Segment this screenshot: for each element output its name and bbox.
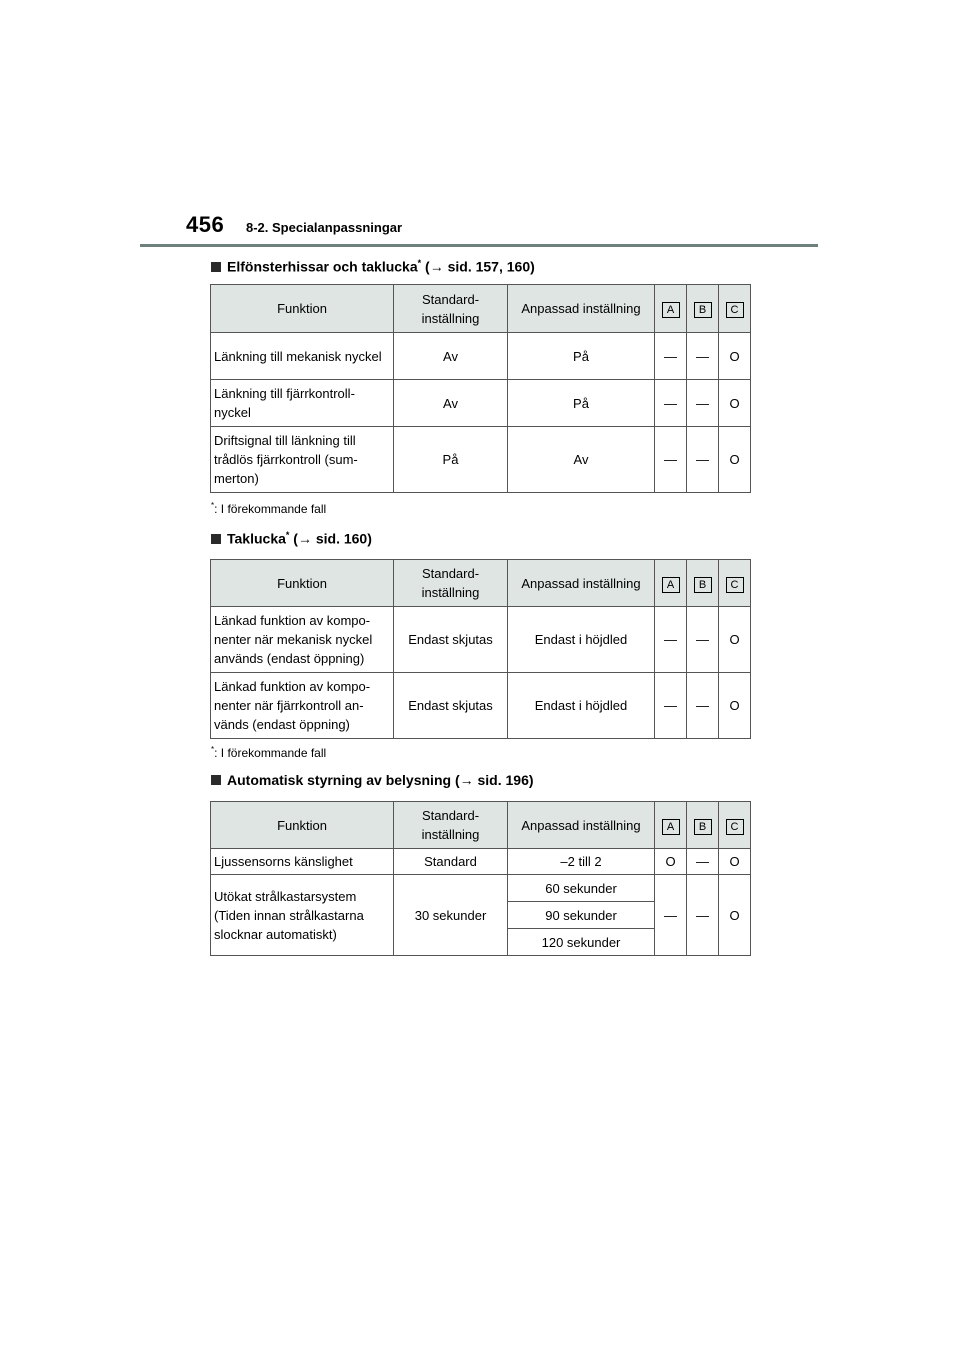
- footnote-asterisk: *: [211, 745, 215, 754]
- section-title: Taklucka: [227, 530, 286, 547]
- cell-c: O: [719, 333, 751, 380]
- header-a: [655, 802, 687, 849]
- cell-a: O: [655, 849, 687, 875]
- cell-c: O: [719, 427, 751, 493]
- cell-custom: Endast i höjdled: [508, 673, 655, 739]
- chapter-title: 8-2. Specialanpassningar: [246, 220, 403, 235]
- section-heading-lighting: [211, 772, 534, 788]
- cell-custom: Av: [508, 427, 655, 493]
- section-title: Elfönsterhissar och taklucka: [227, 258, 418, 275]
- badge-b-icon: B: [694, 819, 712, 835]
- cell-default: På: [394, 427, 508, 493]
- square-bullet-icon: [211, 262, 221, 272]
- header-default: Standard- inställning: [394, 560, 508, 607]
- header-a: [655, 560, 687, 607]
- cell-default: Endast skjutas: [394, 673, 508, 739]
- cell-a: —: [655, 333, 687, 380]
- cell-c: O: [719, 380, 751, 427]
- table-power-windows: [210, 284, 751, 493]
- cell-function: Driftsignal till länkning till trådlös fjärrkontroll (sum-merton): [211, 427, 394, 493]
- square-bullet-icon: [211, 775, 221, 785]
- cell-custom: –2 till 2: [508, 849, 655, 875]
- page-reference: (→ sid. 196): [451, 772, 534, 788]
- section-heading-power-windows: [211, 258, 535, 275]
- header-b: [687, 560, 719, 607]
- header-custom: Anpassad inställning: [508, 802, 655, 849]
- table-row: [211, 607, 751, 673]
- table-row: [211, 673, 751, 739]
- badge-a-icon: A: [662, 577, 680, 593]
- footnote-text: : I förekommande fall: [214, 746, 327, 760]
- header-a: [655, 285, 687, 333]
- table-lighting: [210, 801, 751, 956]
- badge-b-icon: B: [694, 302, 712, 318]
- table-row: [211, 875, 751, 902]
- cell-c: O: [719, 673, 751, 739]
- cell-function: Länkning till mekanisk nyckel: [211, 333, 394, 380]
- asterisk: *: [285, 530, 290, 540]
- cell-b: —: [687, 849, 719, 875]
- header-b: [687, 285, 719, 333]
- footnote-asterisk: *: [211, 501, 215, 510]
- cell-a: —: [655, 427, 687, 493]
- cell-c: O: [719, 607, 751, 673]
- header-rule: [140, 244, 818, 247]
- badge-b-icon: B: [694, 577, 712, 593]
- cell-function: Länkad funktion av kompo-nenter när fjärrkontroll an-vänds (endast öppning): [211, 673, 394, 739]
- cell-a: —: [655, 673, 687, 739]
- page-number: 456: [186, 212, 225, 237]
- cell-default: Av: [394, 380, 508, 427]
- cell-function: Länkning till fjärrkontroll-nyckel: [211, 380, 394, 427]
- asterisk: *: [417, 258, 422, 268]
- cell-default: Av: [394, 333, 508, 380]
- header-custom: Anpassad inställning: [508, 560, 655, 607]
- cell-b: —: [687, 427, 719, 493]
- section-title: Automatisk styrning av belysning: [227, 772, 452, 788]
- cell-b: —: [687, 673, 719, 739]
- cell-function: Utökat strålkastarsystem (Tiden innan strålkastarna slocknar automatiskt): [211, 875, 394, 956]
- footnote: [211, 501, 326, 516]
- header-b: [687, 802, 719, 849]
- badge-c-icon: C: [726, 819, 744, 835]
- cell-default: Standard: [394, 849, 508, 875]
- cell-function: Länkad funktion av kompo-nenter när mekanisk nyckel används (endast öppning): [211, 607, 394, 673]
- square-bullet-icon: [211, 534, 221, 544]
- header-c: [719, 560, 751, 607]
- cell-a: —: [655, 875, 687, 956]
- page-reference: (→ sid. 160): [289, 530, 372, 547]
- header-c: [719, 285, 751, 333]
- cell-custom: Endast i höjdled: [508, 607, 655, 673]
- footnote: [211, 745, 326, 760]
- table-sunroof: [210, 559, 751, 739]
- cell-b: —: [687, 875, 719, 956]
- page-reference: (→ sid. 157, 160): [421, 258, 535, 275]
- cell-c: O: [719, 849, 751, 875]
- cell-custom: På: [508, 333, 655, 380]
- cell-b: —: [687, 607, 719, 673]
- badge-c-icon: C: [726, 302, 744, 318]
- header-default: Standard- inställning: [394, 802, 508, 849]
- cell-a: —: [655, 607, 687, 673]
- table-row: [211, 380, 751, 427]
- cell-a: —: [655, 380, 687, 427]
- cell-default: Endast skjutas: [394, 607, 508, 673]
- header-function: Funktion: [211, 560, 394, 607]
- header-function: Funktion: [211, 285, 394, 333]
- cell-default: 30 sekunder: [394, 875, 508, 956]
- badge-a-icon: A: [662, 819, 680, 835]
- header-default: Standard- inställning: [394, 285, 508, 333]
- header-c: [719, 802, 751, 849]
- header-function: Funktion: [211, 802, 394, 849]
- table-row: [211, 427, 751, 493]
- cell-custom-option: 60 sekunder: [508, 875, 655, 902]
- section-heading-sunroof: [211, 530, 372, 547]
- badge-c-icon: C: [726, 577, 744, 593]
- header-custom: Anpassad inställning: [508, 285, 655, 333]
- table-row: [211, 849, 751, 875]
- cell-custom-option: 90 sekunder: [508, 902, 655, 929]
- cell-b: —: [687, 380, 719, 427]
- cell-function: Ljussensorns känslighet: [211, 849, 394, 875]
- table-row: [211, 333, 751, 380]
- cell-b: —: [687, 333, 719, 380]
- cell-custom-option: 120 sekunder: [508, 929, 655, 956]
- cell-custom: På: [508, 380, 655, 427]
- badge-a-icon: A: [662, 302, 680, 318]
- cell-c: O: [719, 875, 751, 956]
- footnote-text: : I förekommande fall: [214, 502, 327, 516]
